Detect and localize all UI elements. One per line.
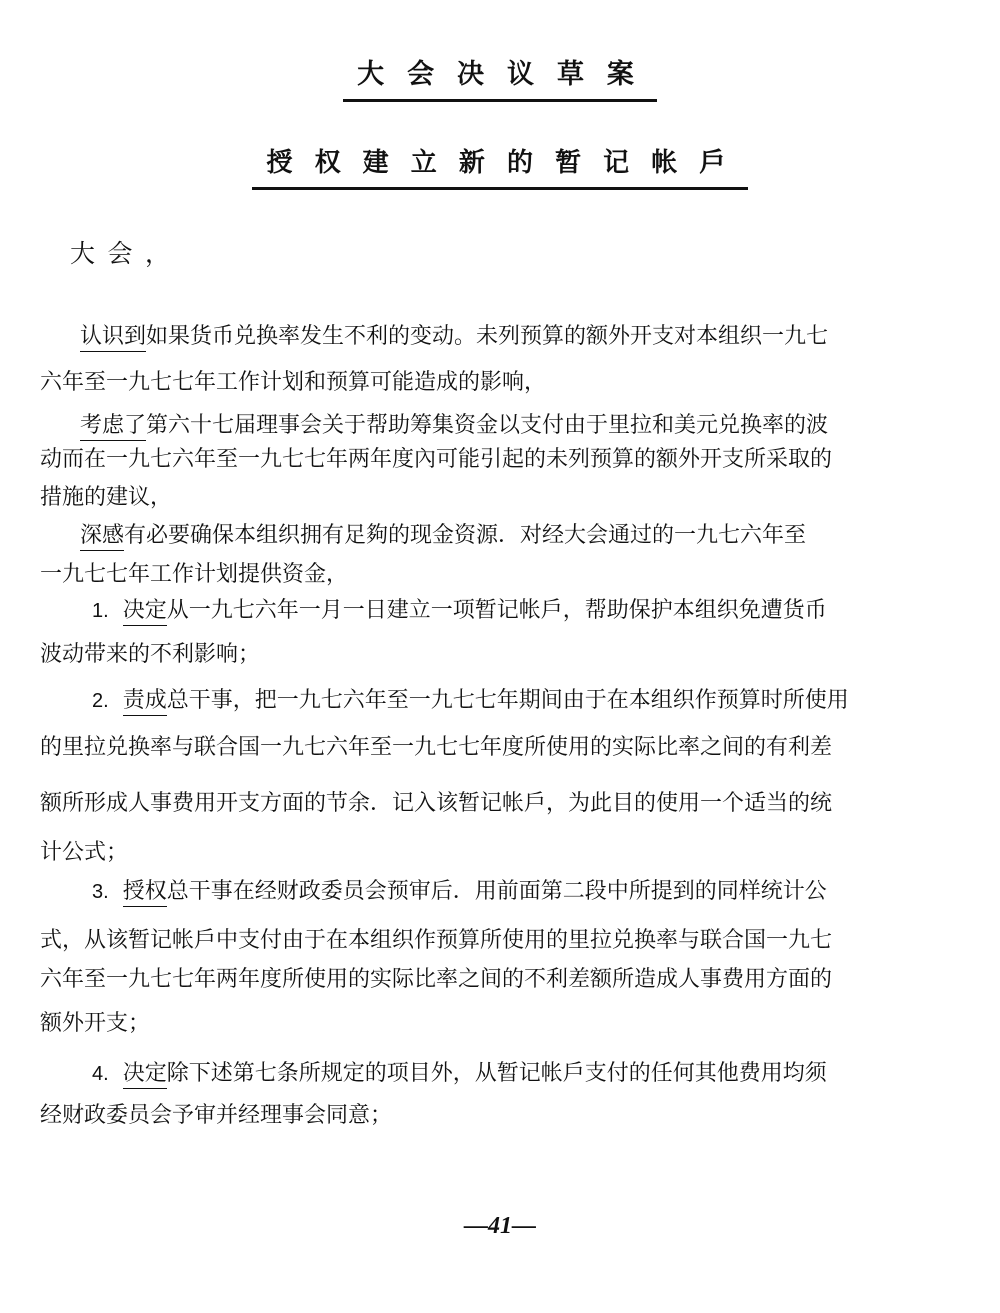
paragraph-keyword: 考虑了 bbox=[80, 413, 146, 441]
paragraph-keyword: 认识到 bbox=[80, 324, 146, 352]
item-line: 的里拉兑换率与联合国一九七六年至一九七七年度所使用的实际比率之间的有利差 bbox=[40, 735, 833, 760]
paragraph-line: 深感有必要确保本组织拥有足夠的现金资源．对经大会通过的一九七六年至 bbox=[40, 521, 960, 551]
item-number: 2. bbox=[92, 690, 109, 712]
paragraph-line: 一九七七年工作计划提供资金， bbox=[40, 562, 349, 587]
item-line: 经财政委员会予审并经理事会同意； bbox=[40, 1103, 393, 1128]
item-line: 1. 决定从一九七六年一月一日建立一项暂记帐戶，帮助保护本组织免遭货币 bbox=[40, 596, 960, 626]
salutation: 大会， bbox=[70, 239, 183, 268]
paragraph-keyword: 深感 bbox=[80, 523, 124, 551]
item-line: 额外开支； bbox=[40, 1011, 151, 1036]
item-keyword: 决定 bbox=[123, 1061, 167, 1089]
item-number: 4. bbox=[92, 1063, 109, 1085]
item-number: 1. bbox=[92, 600, 109, 622]
item-keyword: 决定 bbox=[123, 598, 167, 626]
item-line: 额所形成人事费用开支方面的节余．记入该暂记帐戶，为此目的使用一个适当的统 bbox=[40, 791, 833, 816]
paragraph-line: 动而在一九七六年至一九七七年两年度內可能引起的未列预算的额外开支所采取的 bbox=[40, 447, 833, 472]
item-line: 式，从该暂记帐戶中支付由于在本组织作预算所使用的里拉兑换率与联合国一九七 bbox=[40, 928, 833, 953]
item-keyword: 授权 bbox=[123, 879, 167, 907]
paragraph-line: 六年至一九七七年工作计划和预算可能造成的影响， bbox=[40, 370, 547, 395]
paragraph-line: 措施的建议， bbox=[40, 485, 173, 510]
item-line: 计公式； bbox=[40, 840, 129, 865]
item-line: 4. 决定除下述第七条所规定的项目外，从暂记帐戶支付的任何其他费用均须 bbox=[40, 1059, 960, 1089]
document-subtitle: 授权建立新的暂记帐戶 bbox=[0, 142, 1000, 190]
item-keyword: 责成 bbox=[123, 688, 167, 716]
document-title: 大会决议草案 bbox=[0, 52, 1000, 102]
item-number: 3. bbox=[92, 881, 109, 903]
page-number: —41— bbox=[464, 1213, 536, 1239]
item-line: 六年至一九七七年两年度所使用的实际比率之间的不利差额所造成人事费用方面的 bbox=[40, 967, 833, 992]
item-line: 2. 责成总干事，把一九七六年至一九七七年期间由于在本组织作预算时所使用 bbox=[40, 686, 960, 716]
paragraph-line: 认识到如果货币兑换率发生不利的变动。未列预算的额外开支对本组织一九七 bbox=[40, 322, 960, 352]
item-line: 波动带来的不利影响； bbox=[40, 642, 261, 667]
paragraph-line: 考虑了第六十七届理事会关于帮助筹集资金以支付由于里拉和美元兑换率的波 bbox=[40, 411, 960, 441]
item-line: 3. 授权总干事在经财政委员会预审后．用前面第二段中所提到的同样统计公 bbox=[40, 877, 960, 907]
